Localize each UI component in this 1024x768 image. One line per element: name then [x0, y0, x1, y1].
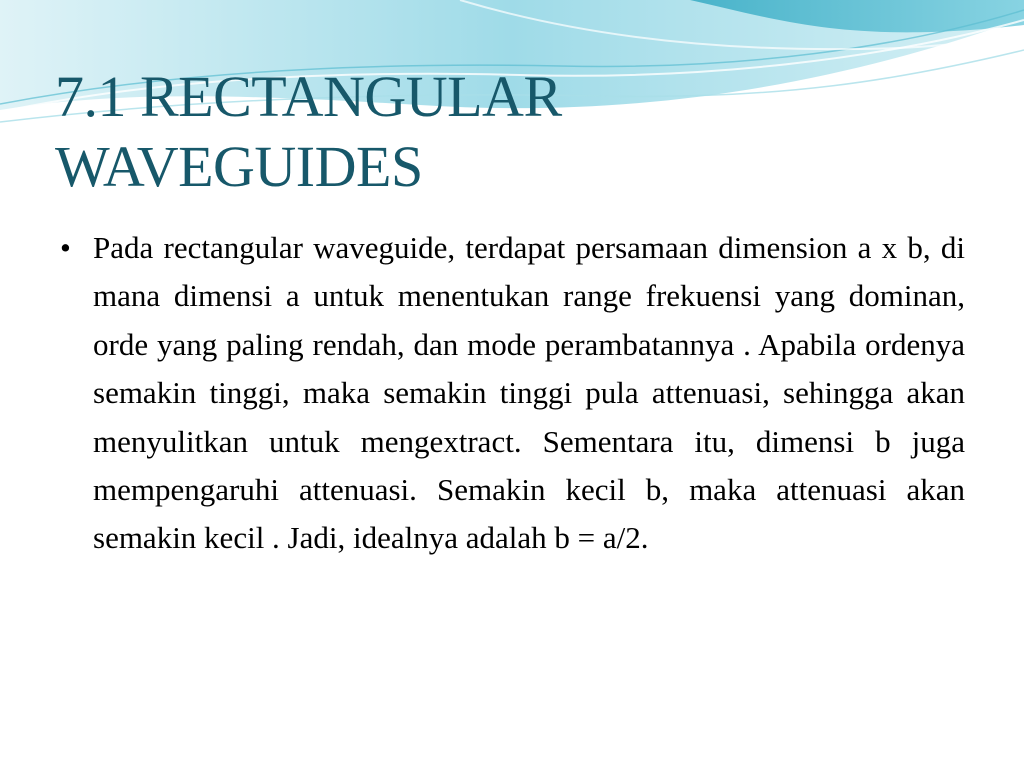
bullet-text: Pada rectangular waveguide, terdapat persamaan dimension a x b, di mana dimensi a untuk menentukan range frekuensi yang dominan, orde yang paling rendah, dan mode perambatannya . Apabila ordenya semakin tinggi, maka semakin tinggi pula attenuasi, sehingga akan menyulitkan untuk mengextract. Sementara itu, dimensi b juga mempengaruhi attenuasi. Semakin kecil b, maka attenuasi akan semakin kecil . Jadi, idealnya adalah b = a/2. — [93, 230, 965, 556]
bullet-list — [60, 224, 965, 563]
title-line-2: WAVEGUIDES — [55, 134, 423, 199]
title-line-1: 7.1 RECTANGULAR — [55, 64, 562, 129]
slide-title — [55, 62, 955, 202]
bullet-item — [60, 224, 965, 563]
bullet-marker: • — [60, 230, 71, 265]
